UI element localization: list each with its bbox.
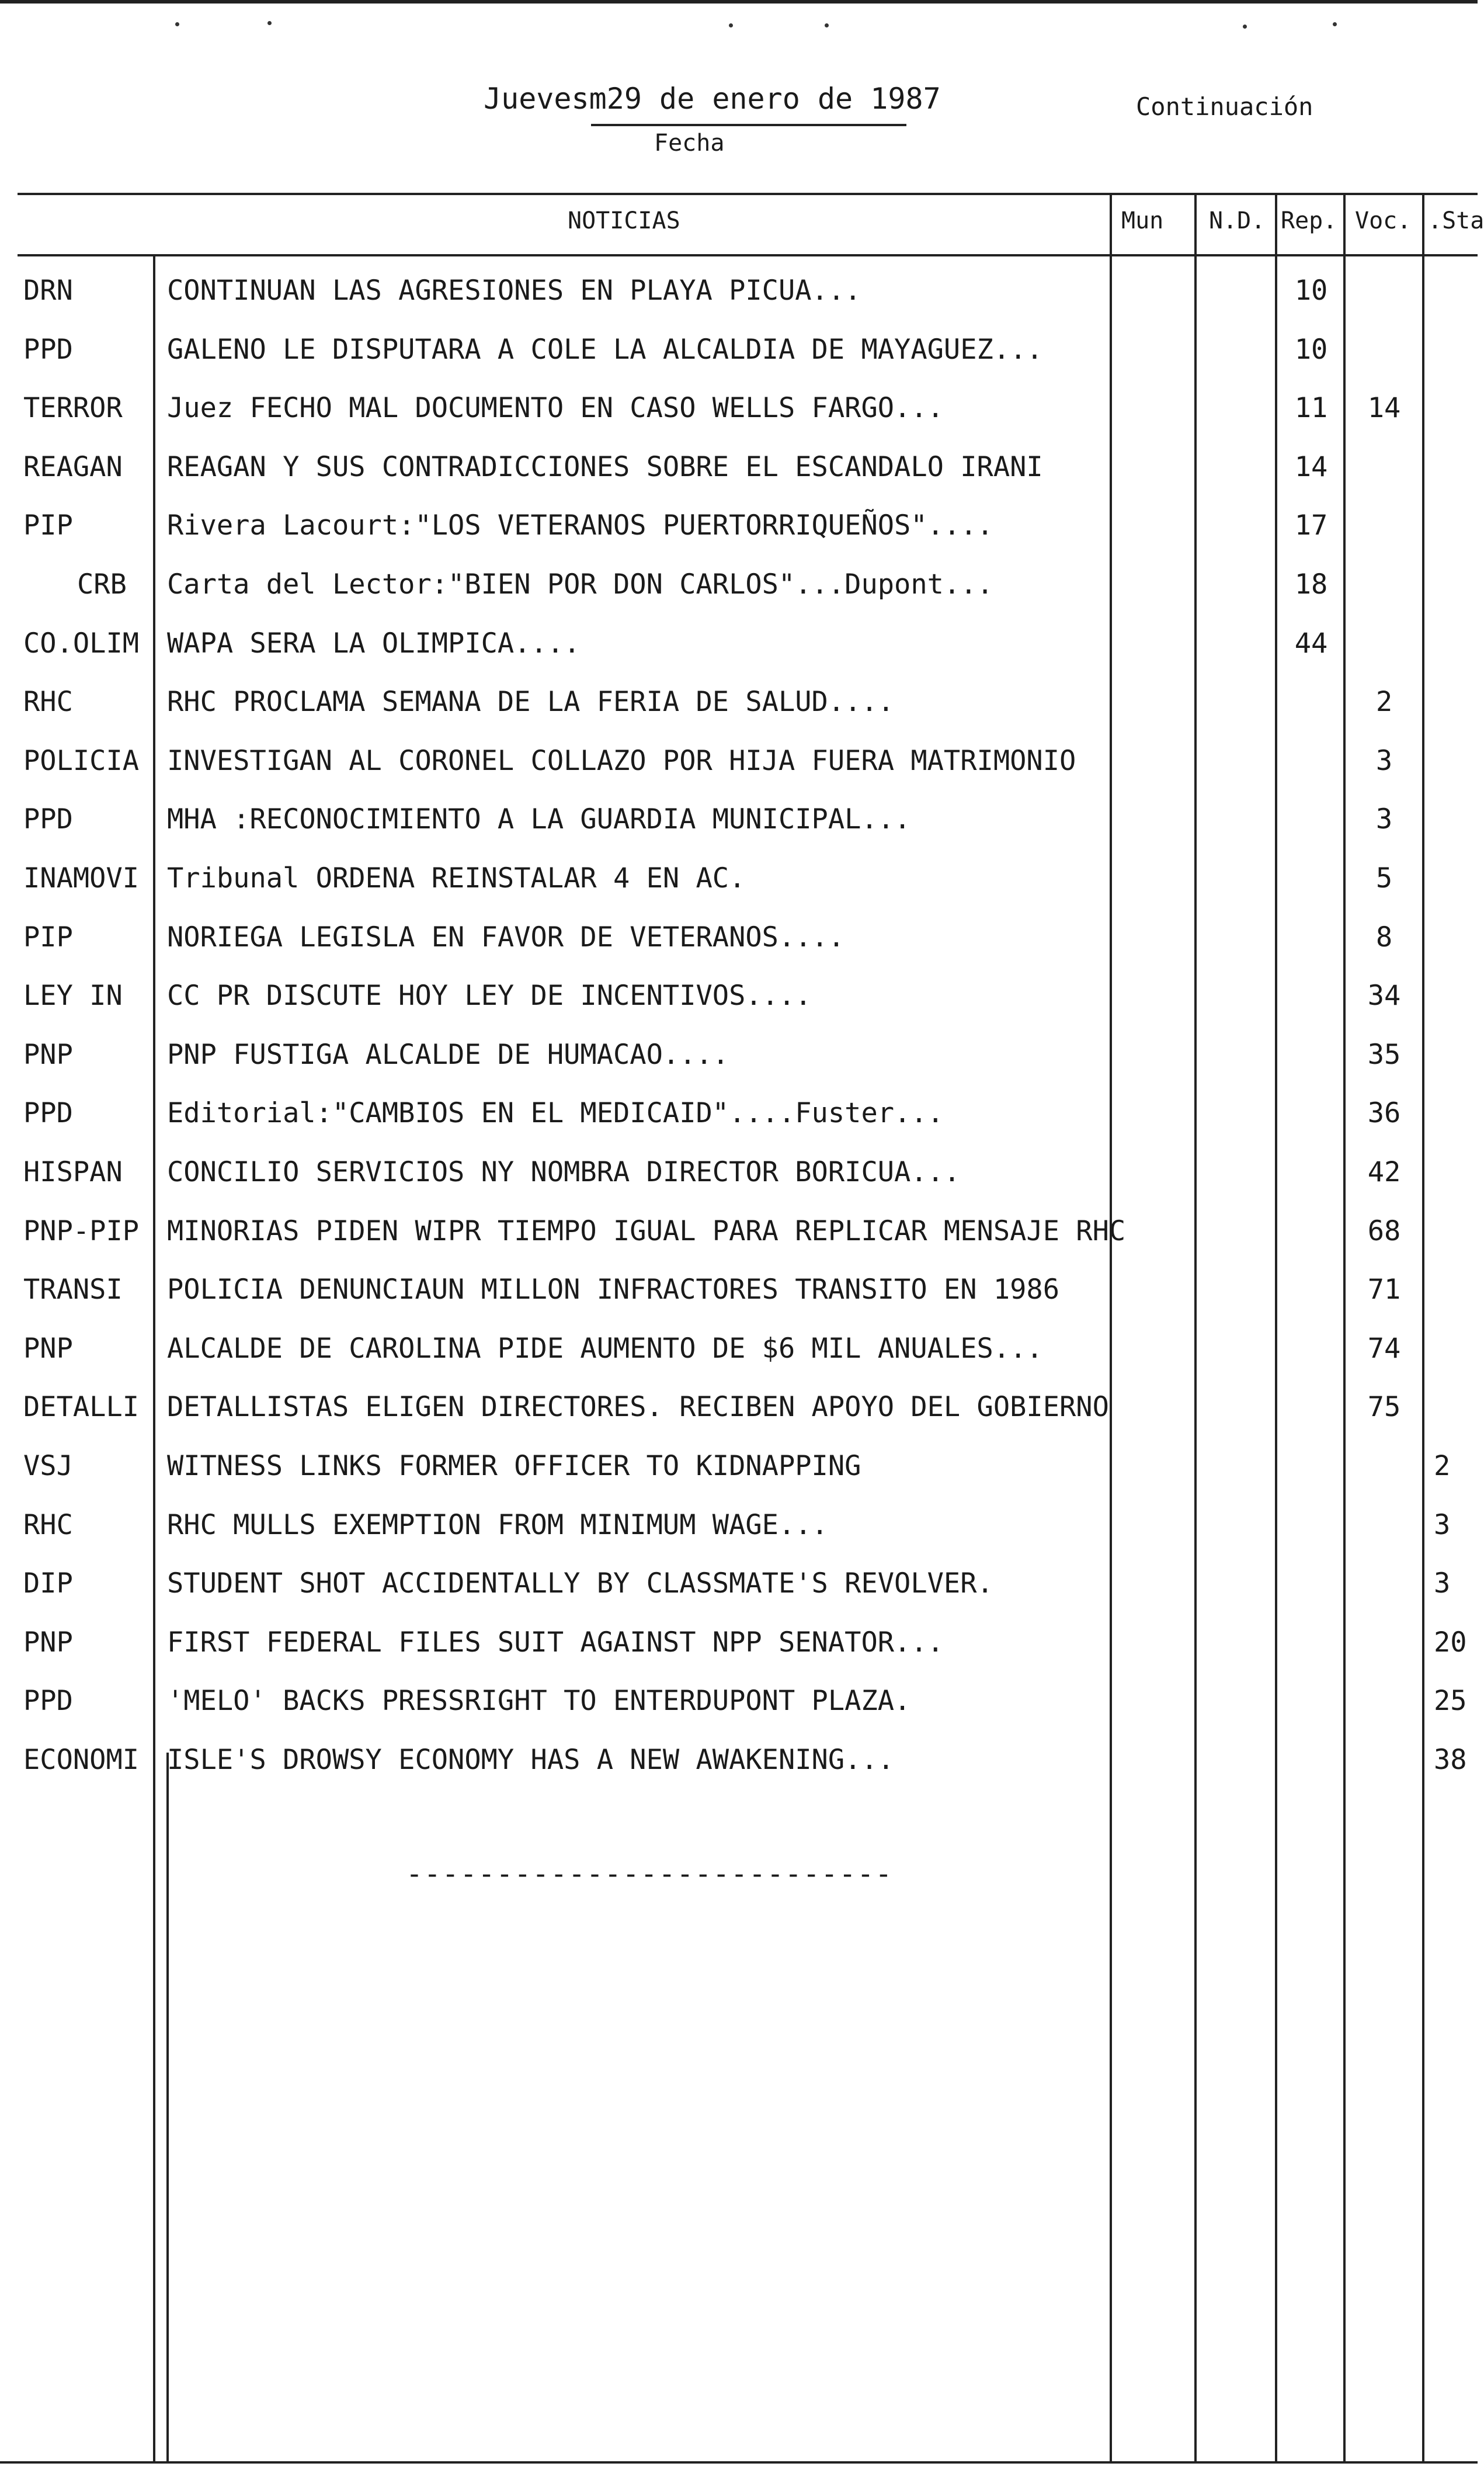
row-rep-page: 10: [1294, 275, 1328, 307]
row-tag: POLICIA: [23, 745, 140, 777]
table-row: [0, 980, 1478, 1038]
row-tag: ECONOMI: [23, 1744, 140, 1776]
table-row: [0, 1685, 1478, 1743]
row-headline: CONTINUAN LAS AGRESIONES EN PLAYA PICUA...: [167, 275, 861, 307]
row-voc-page: 5: [1375, 862, 1393, 894]
scan-speck: [175, 22, 179, 26]
row-star-page: 38: [1434, 1744, 1467, 1776]
table-row: [0, 1567, 1478, 1626]
table-row: [0, 1626, 1478, 1685]
row-star-page: 20: [1434, 1626, 1467, 1659]
report-date: Juevesm29 de enero de 1987: [484, 82, 941, 116]
continuation-label: Continuación: [1136, 92, 1313, 121]
row-tag: PIP: [23, 921, 73, 953]
table-row: [0, 568, 1478, 627]
row-tag: TRANSI: [23, 1274, 123, 1306]
table-row: [0, 1097, 1478, 1156]
table-row: [0, 392, 1478, 450]
row-rep-page: 10: [1294, 334, 1328, 366]
row-headline: PNP FUSTIGA ALCALDE DE HUMACAO....: [167, 1039, 729, 1071]
table-row: [0, 803, 1478, 862]
table-row: [0, 1391, 1478, 1449]
top-border: [0, 0, 1478, 4]
row-voc-page: 42: [1367, 1156, 1401, 1188]
row-headline: ALCALDE DE CAROLINA PIDE AUMENTO DE $6 MIL ANUALES...: [167, 1333, 1043, 1365]
row-headline: RHC MULLS EXEMPTION FROM MINIMUM WAGE...: [167, 1509, 828, 1541]
row-rep-page: 11: [1294, 392, 1328, 424]
row-headline: RHC PROCLAMA SEMANA DE LA FERIA DE SALUD....: [167, 686, 895, 718]
row-tag: CRB: [77, 568, 127, 601]
row-rep-page: 18: [1294, 568, 1328, 601]
column-header-nd: N.D.: [1209, 207, 1266, 234]
column-header-mun: Mun: [1121, 207, 1164, 234]
column-header-star: .Sta: [1428, 207, 1484, 234]
row-voc-page: 2: [1375, 686, 1393, 718]
row-tag: CO.OLIM: [23, 627, 140, 660]
table-row: [0, 627, 1478, 686]
row-voc-page: 34: [1367, 980, 1401, 1012]
margin-line: [166, 1753, 169, 2462]
row-headline: WITNESS LINKS FORMER OFFICER TO KIDNAPPING: [167, 1450, 861, 1482]
table-bottom-rule: [0, 2461, 1478, 2464]
row-headline: Juez FECHO MAL DOCUMENTO EN CASO WELLS FARGO...: [167, 392, 944, 424]
column-header-noticias: NOTICIAS: [568, 207, 680, 234]
row-tag: DETALLI: [23, 1391, 140, 1423]
row-voc-page: 3: [1375, 745, 1393, 777]
table-row: [0, 686, 1478, 744]
row-star-page: 3: [1434, 1567, 1451, 1600]
row-star-page: 25: [1434, 1685, 1467, 1717]
table-row: [0, 1509, 1478, 1567]
row-headline: ISLE'S DROWSY ECONOMY HAS A NEW AWAKENING...: [167, 1744, 895, 1776]
row-headline: WAPA SERA LA OLIMPICA....: [167, 627, 581, 660]
row-voc-page: 8: [1375, 921, 1393, 953]
row-tag: PPD: [23, 1685, 73, 1717]
scan-speck: [267, 21, 272, 25]
row-star-page: 2: [1434, 1450, 1451, 1482]
scan-speck: [1333, 22, 1337, 26]
row-voc-page: 74: [1367, 1333, 1401, 1365]
column-header-rep: Rep.: [1281, 207, 1337, 234]
row-tag: DIP: [23, 1567, 73, 1600]
row-tag: RHC: [23, 1509, 73, 1541]
row-rep-page: 44: [1294, 627, 1328, 660]
scan-speck: [825, 23, 829, 27]
table-row: [0, 1215, 1478, 1274]
header-bottom-rule: [18, 254, 1478, 256]
row-tag: PNP-PIP: [23, 1215, 140, 1247]
table-row: [0, 1450, 1478, 1508]
column-header-voc: Voc.: [1355, 207, 1412, 234]
end-separator: ---------------------------: [406, 1858, 894, 1890]
row-voc-page: 68: [1367, 1215, 1401, 1247]
row-headline: NORIEGA LEGISLA EN FAVOR DE VETERANOS....: [167, 921, 845, 953]
row-voc-page: 35: [1367, 1039, 1401, 1071]
row-tag: LEY IN: [23, 980, 123, 1012]
table-row: [0, 1333, 1478, 1391]
row-tag: PNP: [23, 1626, 73, 1659]
row-headline: MHA :RECONOCIMIENTO A LA GUARDIA MUNICIPAL...: [167, 803, 911, 835]
row-tag: PPD: [23, 1097, 73, 1129]
row-headline: INVESTIGAN AL CORONEL COLLAZO POR HIJA FUERA MATRIMONIO: [167, 745, 1076, 777]
row-voc-page: 36: [1367, 1097, 1401, 1129]
row-tag: PIP: [23, 509, 73, 542]
table-top-rule: [18, 193, 1478, 195]
table-row: [0, 921, 1478, 980]
row-voc-page: 3: [1375, 803, 1393, 835]
row-tag: DRN: [23, 275, 73, 307]
table-row: [0, 1274, 1478, 1332]
row-tag: REAGAN: [23, 451, 123, 483]
row-headline: CONCILIO SERVICIOS NY NOMBRA DIRECTOR BORICUA...: [167, 1156, 961, 1188]
row-headline: GALENO LE DISPUTARA A COLE LA ALCALDIA DE MAYAGUEZ...: [167, 334, 1043, 366]
row-tag: PPD: [23, 803, 73, 835]
row-headline: Carta del Lector:"BIEN POR DON CARLOS"...Dupont...: [167, 568, 993, 601]
table-row: [0, 334, 1478, 392]
row-tag: RHC: [23, 686, 73, 718]
row-voc-page: 14: [1367, 392, 1401, 424]
row-star-page: 3: [1434, 1509, 1451, 1541]
scan-speck: [1243, 25, 1247, 29]
row-tag: PPD: [23, 334, 73, 366]
row-headline: POLICIA DENUNCIAUN MILLON INFRACTORES TRANSITO EN 1986: [167, 1274, 1060, 1306]
row-rep-page: 14: [1294, 451, 1328, 483]
table-row: [0, 862, 1478, 921]
table-row: [0, 509, 1478, 568]
row-tag: INAMOVI: [23, 862, 140, 894]
row-headline: 'MELO' BACKS PRESSRIGHT TO ENTERDUPONT PLAZA.: [167, 1685, 911, 1717]
row-voc-page: 71: [1367, 1274, 1401, 1306]
table-row: [0, 451, 1478, 509]
row-tag: PNP: [23, 1333, 73, 1365]
row-headline: STUDENT SHOT ACCIDENTALLY BY CLASSMATE'S REVOLVER.: [167, 1567, 993, 1600]
row-tag: HISPAN: [23, 1156, 123, 1188]
table-row: [0, 275, 1478, 333]
row-tag: VSJ: [23, 1450, 73, 1482]
row-rep-page: 17: [1294, 509, 1328, 542]
table-row: [0, 1744, 1478, 1802]
table-row: [0, 745, 1478, 803]
row-headline: CC PR DISCUTE HOY LEY DE INCENTIVOS....: [167, 980, 812, 1012]
row-headline: Tribunal ORDENA REINSTALAR 4 EN AC.: [167, 862, 746, 894]
table-row: [0, 1156, 1478, 1215]
table-row: [0, 1039, 1478, 1097]
row-voc-page: 75: [1367, 1391, 1401, 1423]
row-headline: DETALLISTAS ELIGEN DIRECTORES. RECIBEN APOYO DEL GOBIERNO: [167, 1391, 1109, 1423]
row-headline: Rivera Lacourt:"LOS VETERANOS PUERTORRIQUEÑOS"....: [167, 509, 993, 542]
row-headline: FIRST FEDERAL FILES SUIT AGAINST NPP SENATOR...: [167, 1626, 944, 1659]
row-headline: Editorial:"CAMBIOS EN EL MEDICAID"....Fuster...: [167, 1097, 944, 1129]
date-caption: Fecha: [654, 130, 725, 157]
row-tag: TERROR: [23, 392, 123, 424]
row-tag: PNP: [23, 1039, 73, 1071]
row-headline: REAGAN Y SUS CONTRADICCIONES SOBRE EL ESCANDALO IRANI: [167, 451, 1043, 483]
row-headline: MINORIAS PIDEN WIPR TIEMPO IGUAL PARA REPLICAR MENSAJE RHC: [167, 1215, 1126, 1247]
scan-speck: [729, 23, 733, 27]
date-underline: [591, 124, 906, 126]
